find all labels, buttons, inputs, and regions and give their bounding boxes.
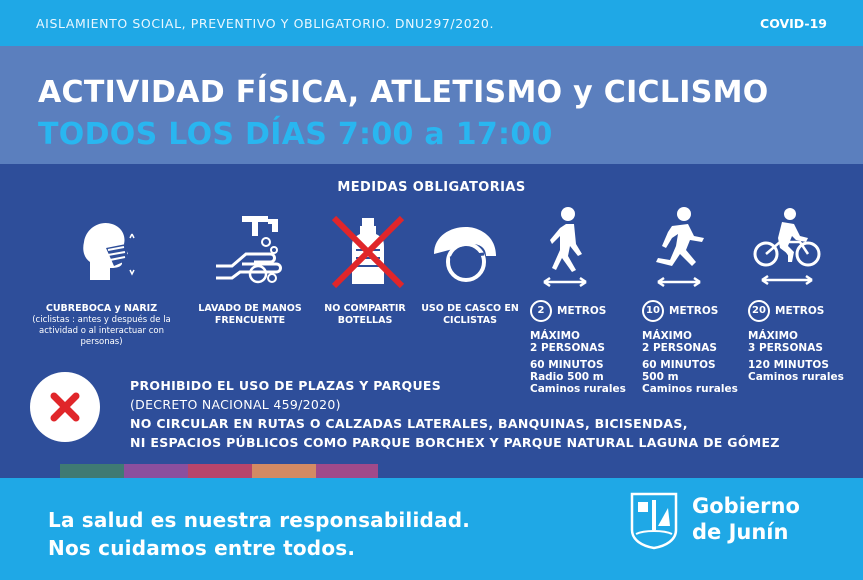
color-stripe bbox=[60, 464, 124, 478]
run-distance-badge: 10 bbox=[642, 300, 664, 322]
color-stripe bbox=[188, 464, 252, 478]
bike-distance-badge: 20 bbox=[748, 300, 770, 322]
hand-wash-icon bbox=[212, 212, 292, 286]
prohibited-line4: NI ESPACIOS PÚBLICOS COMO PARQUE BORCHEX Y PARQUE NATURAL LAGUNA DE GÓMEZ bbox=[130, 435, 780, 450]
walk-info: 2 METROS MÁXIMO 2 PERSONAS 60 MINUTOS Radio 500 m Caminos rurales bbox=[530, 300, 640, 395]
top-bar bbox=[0, 0, 863, 46]
prohibited-line1: PROHIBIDO EL USO DE PLAZAS Y PARQUES bbox=[130, 378, 442, 393]
helmet-caption: USO DE CASCO EN CICLISTAS bbox=[421, 303, 519, 326]
bike-info: 20 METROS MÁXIMO 3 PERSONAS 120 MINUTOS Caminos rurales bbox=[748, 300, 858, 383]
slogan-line2: Nos cuidamos entre todos. bbox=[48, 536, 356, 560]
bottle-caption: NO COMPARTIR BOTELLAS bbox=[324, 303, 406, 326]
prohibited-line3: NO CIRCULAR EN RUTAS O CALZADAS LATERALES, BANQUINAS, BICISENDAS, bbox=[130, 416, 688, 431]
brand-line2: de Junín bbox=[692, 520, 789, 544]
junin-shield-logo bbox=[628, 490, 680, 550]
walk-distance-badge: 2 bbox=[530, 300, 552, 322]
color-stripe bbox=[316, 464, 378, 478]
mask-caption: CUBREBOCA y NARIZ (ciclistas : antes y después de la actividad o al interactuar con personas) bbox=[32, 303, 171, 347]
prohibited-circle bbox=[30, 372, 100, 442]
brand-line1: Gobierno bbox=[692, 494, 800, 518]
prohibited-decree: (DECRETO NACIONAL 459/2020) bbox=[130, 397, 341, 412]
covid-label: COVID-19 bbox=[760, 16, 827, 31]
decree-text: AISLAMIENTO SOCIAL, PREVENTIVO Y OBLIGATORIO. DNU297/2020. bbox=[36, 16, 495, 31]
color-stripe bbox=[124, 464, 188, 478]
medidas-heading: MEDIDAS OBLIGATORIAS bbox=[337, 180, 526, 195]
walking-person-icon bbox=[540, 204, 590, 288]
helmet-icon bbox=[430, 222, 500, 286]
page-title: ACTIVIDAD FÍSICA, ATLETISMO y CICLISMO bbox=[38, 75, 769, 110]
cyclist-icon bbox=[752, 206, 822, 288]
color-stripe bbox=[252, 464, 316, 478]
schedule-subtitle: TODOS LOS DÍAS 7:00 a 17:00 bbox=[38, 117, 553, 152]
red-x-icon bbox=[30, 372, 100, 442]
slogan-line1: La salud es nuestra responsabilidad. bbox=[48, 508, 471, 532]
mask-face-icon bbox=[70, 214, 142, 286]
running-person-icon bbox=[650, 204, 710, 288]
run-info: 10 METROS MÁXIMO 2 PERSONAS 60 MINUTOS 500 m Caminos rurales bbox=[642, 300, 752, 395]
handwash-caption: LAVADO DE MANOS FRENCUENTE bbox=[198, 303, 302, 326]
crossed-bottle-icon bbox=[330, 214, 406, 290]
